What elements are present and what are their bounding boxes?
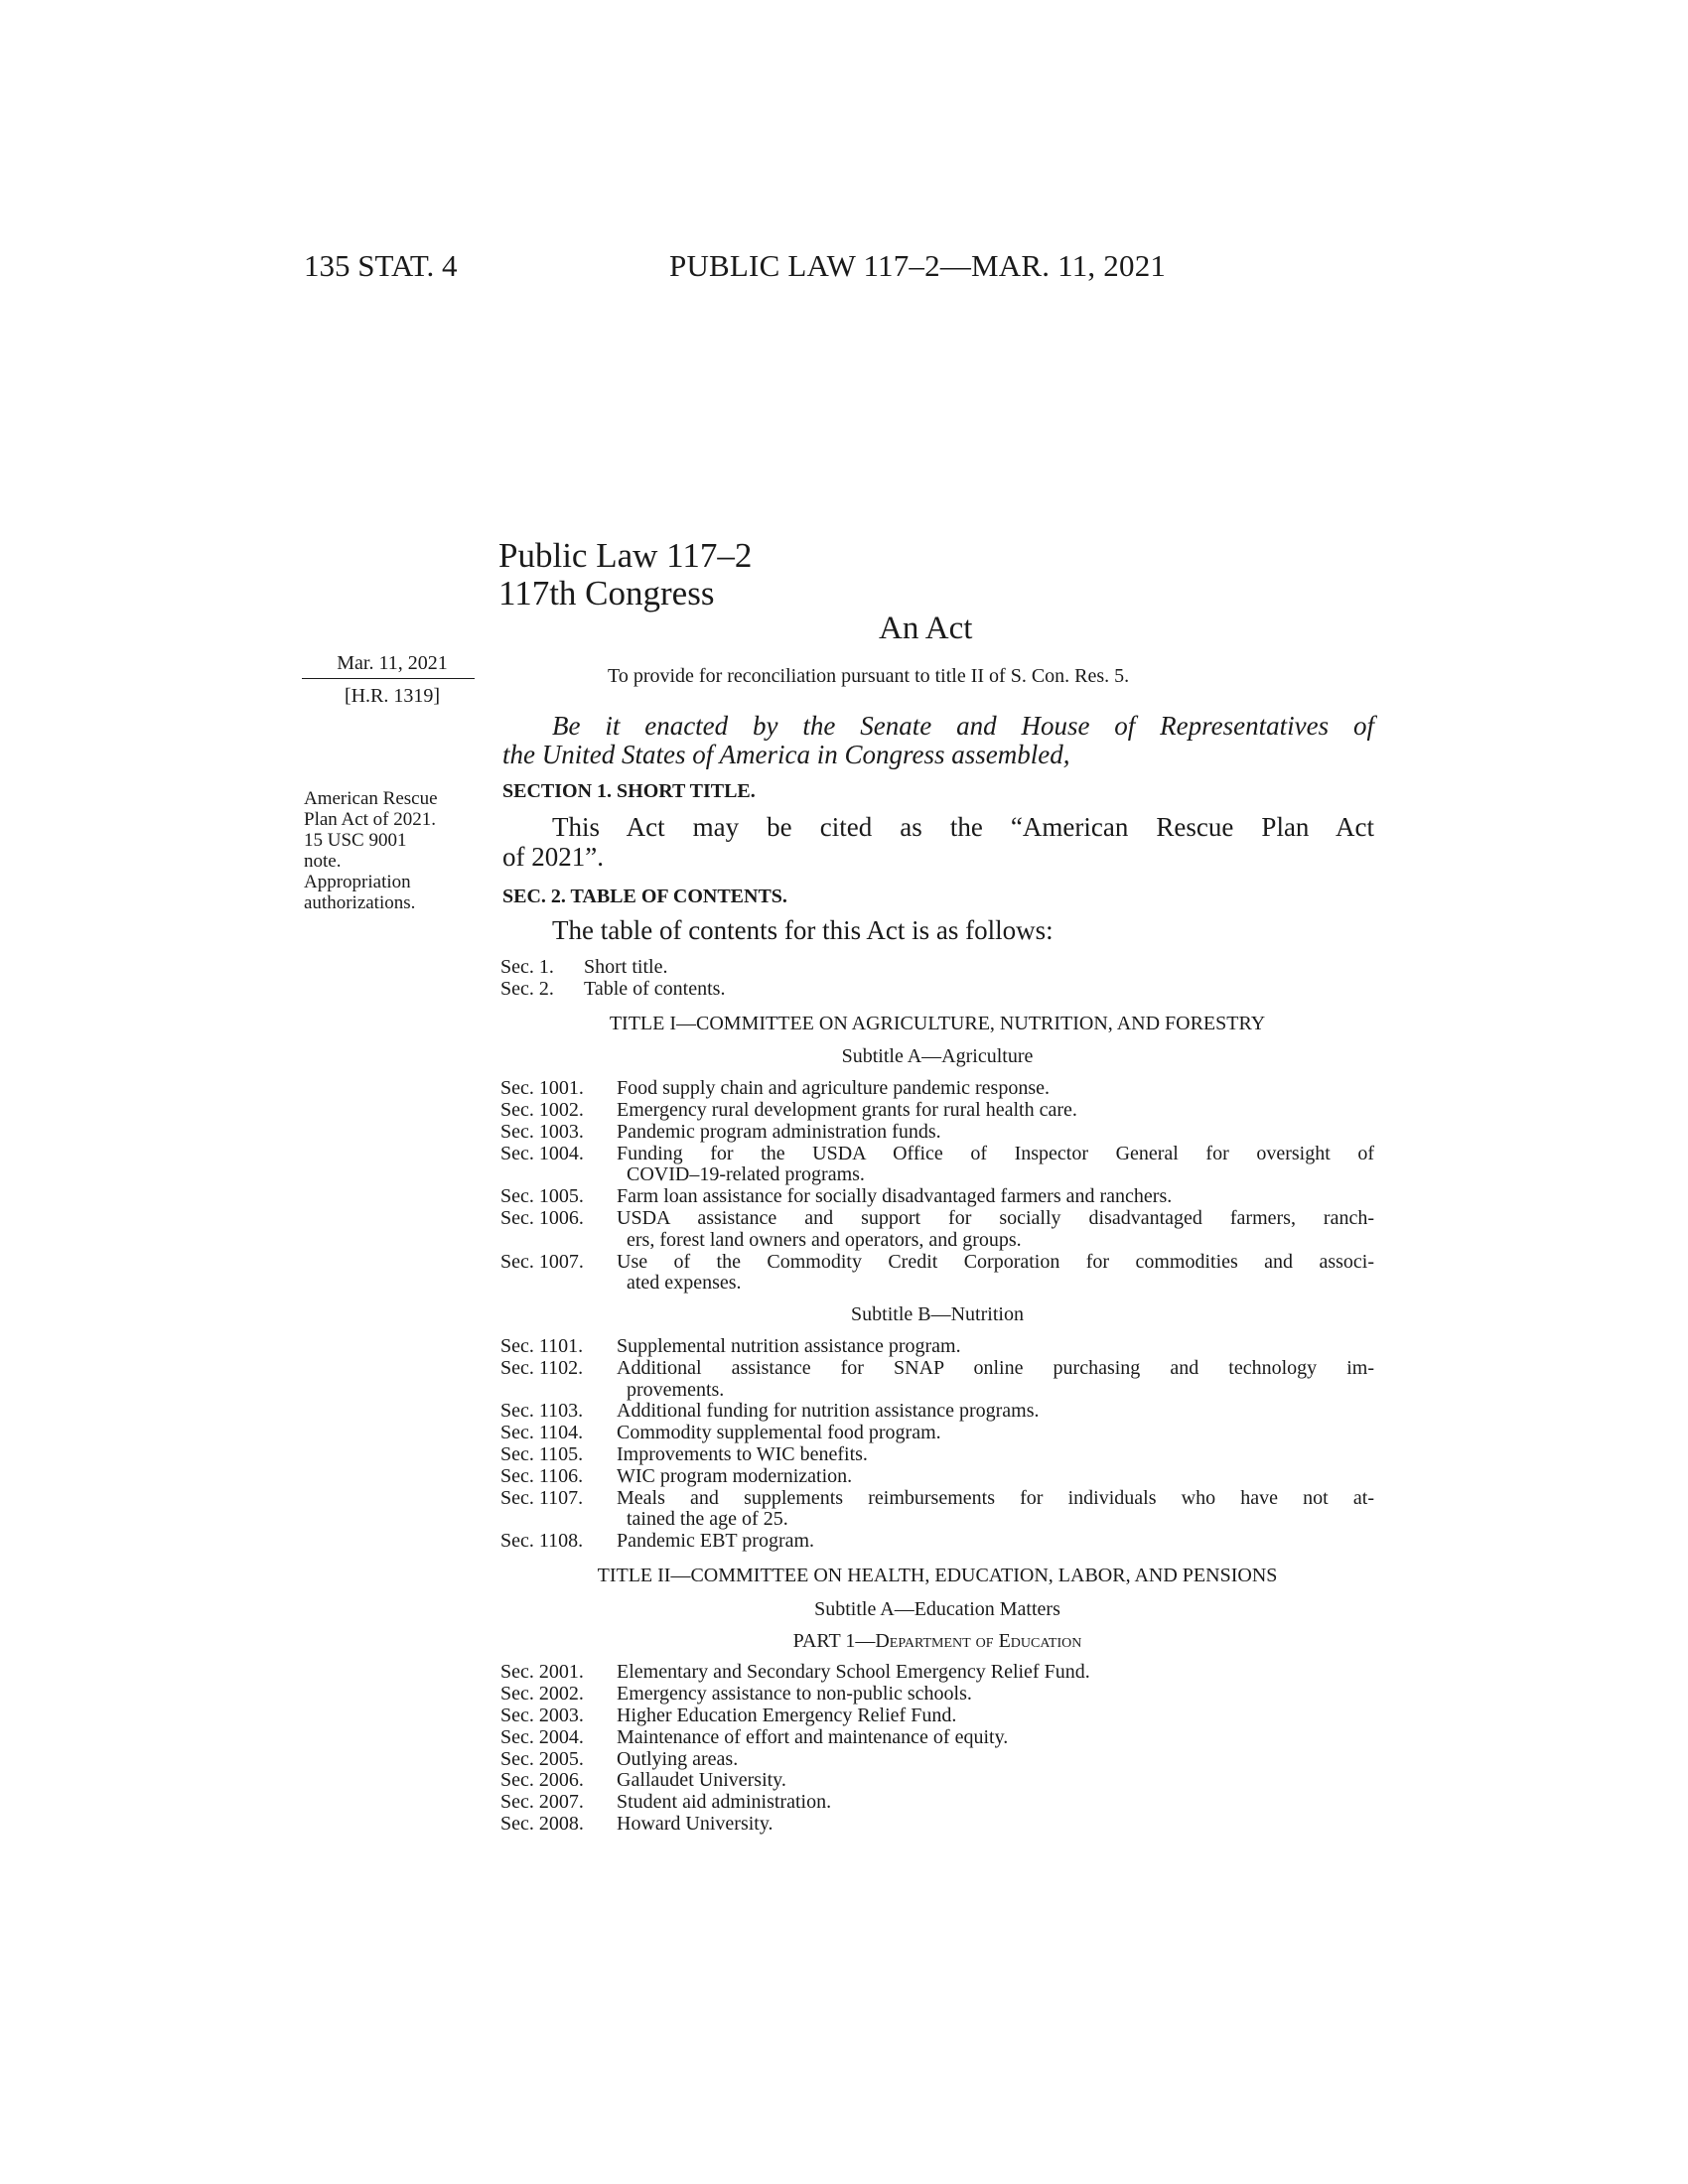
toc-section-number: Sec. 1105.	[500, 1442, 584, 1465]
toc-section-title	[617, 1684, 1374, 1706]
congress-label: 117th Congress	[498, 574, 715, 613]
toc-section-number: Sec. 2008.	[500, 1812, 584, 1835]
toc-title-line: Gallaudet University.	[617, 1769, 786, 1792]
toc-section-title	[617, 1792, 1374, 1814]
toc-section-number: Sec. 1002.	[500, 1098, 584, 1121]
toc-entry	[500, 1531, 1374, 1553]
toc-section-title	[617, 1208, 1374, 1252]
toc-intro: The table of contents for this Act is as follows:	[552, 915, 1054, 945]
toc-section-number: Sec. 1003.	[500, 1120, 584, 1143]
toc-section-title	[617, 1336, 1374, 1358]
toc-title-line: Pandemic program administration funds.	[617, 1120, 941, 1143]
page-stat-number: 135 STAT. 4	[304, 248, 458, 283]
toc-title-line: Supplemental nutrition assistance program.	[617, 1334, 961, 1357]
table-of-contents	[500, 957, 1374, 1836]
toc-entry	[500, 1770, 1374, 1792]
toc-section-number: Sec. 1005.	[500, 1185, 584, 1208]
toc-section-title	[617, 1100, 1374, 1122]
toc-section-number: Sec. 1001.	[500, 1077, 584, 1100]
margin-note-line: American Rescue	[304, 788, 438, 809]
toc-title-line: Improvements to WIC benefits.	[617, 1442, 868, 1465]
toc-section-title	[617, 1078, 1374, 1100]
toc-title-heading: TITLE I—COMMITTEE ON AGRICULTURE, NUTRITION, AND FORESTRY	[609, 1012, 1266, 1034]
toc-title-line: ers, forest land owners and operators, and groups.	[627, 1228, 1022, 1251]
toc-section-title: Table of contents.	[584, 977, 726, 1000]
toc-title-line: USDA assistance and support for socially disadvantaged farmers, ranch-	[617, 1206, 1374, 1229]
toc-entry	[500, 1208, 1374, 1252]
toc-entry	[500, 1792, 1374, 1814]
toc-entry	[500, 1252, 1374, 1296]
toc-section-number: Sec. 2001.	[500, 1661, 584, 1684]
toc-section-number: Sec. 1101.	[500, 1334, 584, 1357]
toc-section-title	[617, 1252, 1374, 1296]
toc-nutrition-list	[500, 1336, 1374, 1553]
toc-section-title	[617, 1531, 1374, 1553]
toc-title-line: Funding for the USDA Office of Inspector General for oversight of	[617, 1142, 1374, 1164]
toc-entry	[500, 1144, 1374, 1187]
toc-title-line: tained the age of 25.	[627, 1508, 788, 1531]
toc-title-line: Meals and supplements reimbursements for individuals who have not at-	[617, 1486, 1374, 1509]
toc-section-number: Sec. 2006.	[500, 1769, 584, 1792]
toc-section-number: Sec. 1108.	[500, 1530, 584, 1553]
short-title-paragraph	[502, 812, 1374, 872]
margin-bill-number: [H.R. 1319]	[344, 685, 441, 707]
enacting-line: the United States of America in Congress assembled,	[502, 740, 1070, 769]
margin-notes	[304, 788, 438, 913]
margin-note-line: note.	[304, 851, 342, 872]
toc-section-title	[617, 1488, 1374, 1532]
toc-subtitle-heading: Subtitle A—Education Matters	[814, 1597, 1060, 1620]
toc-entry	[500, 1401, 1374, 1423]
margin-note-line: 15 USC 9001	[304, 830, 407, 851]
toc-entry	[500, 1466, 1374, 1488]
toc-title-line: WIC program modernization.	[617, 1464, 853, 1487]
public-law-number: Public Law 117–2	[498, 536, 753, 575]
toc-title-line: Student aid administration.	[617, 1791, 832, 1814]
toc-section-number: Sec. 2002.	[500, 1683, 584, 1706]
toc-entry	[500, 1749, 1374, 1771]
toc-section-number: Sec. 2003.	[500, 1704, 584, 1726]
toc-subtitle-heading: Subtitle B—Nutrition	[851, 1303, 1024, 1326]
toc-entry	[500, 957, 1374, 979]
toc-section-title	[617, 1662, 1374, 1684]
toc-entry	[500, 1100, 1374, 1122]
toc-section-number: Sec. 1106.	[500, 1464, 584, 1487]
toc-entry	[500, 1122, 1374, 1144]
toc-title-line: Higher Education Emergency Relief Fund.	[617, 1704, 957, 1726]
toc-section-title	[617, 1122, 1374, 1144]
toc-section-number: Sec. 1107.	[500, 1486, 584, 1509]
toc-section-number: Sec. 2004.	[500, 1725, 584, 1748]
toc-section-number: Sec. 1103.	[500, 1400, 584, 1423]
toc-title-line: Commodity supplemental food program.	[617, 1422, 941, 1444]
toc-section-title	[617, 1358, 1374, 1402]
toc-entry	[500, 1706, 1374, 1727]
toc-section-number: Sec. 2.	[500, 977, 554, 1000]
toc-title-line: ated expenses.	[627, 1272, 742, 1295]
toc-section-title: Short title.	[584, 956, 668, 978]
toc-section-number: Sec. 1104.	[500, 1422, 584, 1444]
toc-entry	[500, 1814, 1374, 1836]
toc-entry	[500, 1727, 1374, 1749]
margin-note-line: authorizations.	[304, 892, 416, 913]
margin-divider	[302, 678, 475, 679]
toc-entry	[500, 1078, 1374, 1100]
toc-title-line: Howard University.	[617, 1812, 774, 1835]
toc-title-line: Elementary and Secondary School Emergency Relief Fund.	[617, 1661, 1090, 1684]
toc-section-title	[617, 1423, 1374, 1444]
toc-agriculture-list	[500, 1078, 1374, 1295]
enacting-clause	[502, 712, 1374, 769]
margin-date: Mar. 11, 2021	[337, 652, 448, 674]
toc-education-list	[500, 1662, 1374, 1835]
paragraph-line: of 2021”.	[502, 842, 604, 872]
act-purpose: To provide for reconciliation pursuant to title II of S. Con. Res. 5.	[608, 665, 1130, 687]
toc-title-line: Food supply chain and agriculture pandemic response.	[617, 1077, 1050, 1100]
toc-section-title	[617, 1770, 1374, 1792]
toc-section-number: Sec. 1102.	[500, 1356, 584, 1379]
toc-title-line: Emergency assistance to non-public schools.	[617, 1683, 972, 1706]
toc-section-title	[617, 1401, 1374, 1423]
toc-title-heading: TITLE II—COMMITTEE ON HEALTH, EDUCATION, LABOR, AND PENSIONS	[597, 1564, 1278, 1586]
toc-section-title	[617, 1749, 1374, 1771]
toc-section-title	[617, 1444, 1374, 1466]
toc-section-number: Sec. 2007.	[500, 1791, 584, 1814]
toc-section-title	[617, 1727, 1374, 1749]
toc-entry	[500, 1423, 1374, 1444]
section-1-heading: SECTION 1. SHORT TITLE.	[502, 780, 756, 802]
toc-title-line: Farm loan assistance for socially disadvantaged farmers and ranchers.	[617, 1185, 1173, 1208]
toc-title-line: Maintenance of effort and maintenance of equity.	[617, 1725, 1009, 1748]
toc-entry	[500, 1186, 1374, 1208]
toc-section-number: Sec. 1007.	[500, 1250, 584, 1273]
toc-title-line: Outlying areas.	[617, 1747, 739, 1770]
toc-title-line: Use of the Commodity Credit Corporation for commodities and associ-	[617, 1250, 1374, 1273]
toc-section-title	[617, 1466, 1374, 1488]
toc-section-number: Sec. 1006.	[500, 1206, 584, 1229]
toc-entry	[500, 1444, 1374, 1466]
toc-subtitle-heading: Subtitle A—Agriculture	[841, 1045, 1034, 1068]
toc-entry	[500, 1488, 1374, 1532]
toc-title-line: Additional assistance for SNAP online purchasing and technology im-	[617, 1356, 1374, 1379]
margin-note-line: Plan Act of 2021.	[304, 809, 436, 830]
toc-section-title	[617, 1706, 1374, 1727]
toc-title-line: Pandemic EBT program.	[617, 1530, 815, 1553]
toc-title-line: provements.	[627, 1378, 725, 1401]
toc-entry	[500, 1662, 1374, 1684]
toc-title-line: Additional funding for nutrition assistance programs.	[617, 1400, 1040, 1423]
toc-section-number: Sec. 2005.	[500, 1747, 584, 1770]
toc-section-title	[617, 1814, 1374, 1836]
toc-section-title	[617, 1186, 1374, 1208]
toc-section-number: Sec. 1.	[500, 956, 554, 978]
toc-title-line: Emergency rural development grants for rural health care.	[617, 1098, 1077, 1121]
toc-part-heading: PART 1—Department of Education	[792, 1629, 1082, 1652]
toc-entry	[500, 1358, 1374, 1402]
toc-section-title	[617, 1144, 1374, 1187]
toc-entry	[500, 1336, 1374, 1358]
an-act-heading: An Act	[879, 611, 973, 646]
paragraph-line: This Act may be cited as the “American Rescue Plan Act	[552, 812, 1374, 842]
toc-entry	[500, 979, 1374, 1001]
enacting-line: Be it enacted by the Senate and House of Representatives of	[552, 711, 1374, 741]
toc-title-line: COVID–19-related programs.	[627, 1163, 865, 1186]
running-head: PUBLIC LAW 117–2—MAR. 11, 2021	[669, 248, 1167, 283]
toc-section-number: Sec. 1004.	[500, 1142, 584, 1164]
margin-note-line: Appropriation	[304, 872, 411, 892]
toc-entry	[500, 1684, 1374, 1706]
section-2-heading: SEC. 2. TABLE OF CONTENTS.	[502, 886, 787, 907]
